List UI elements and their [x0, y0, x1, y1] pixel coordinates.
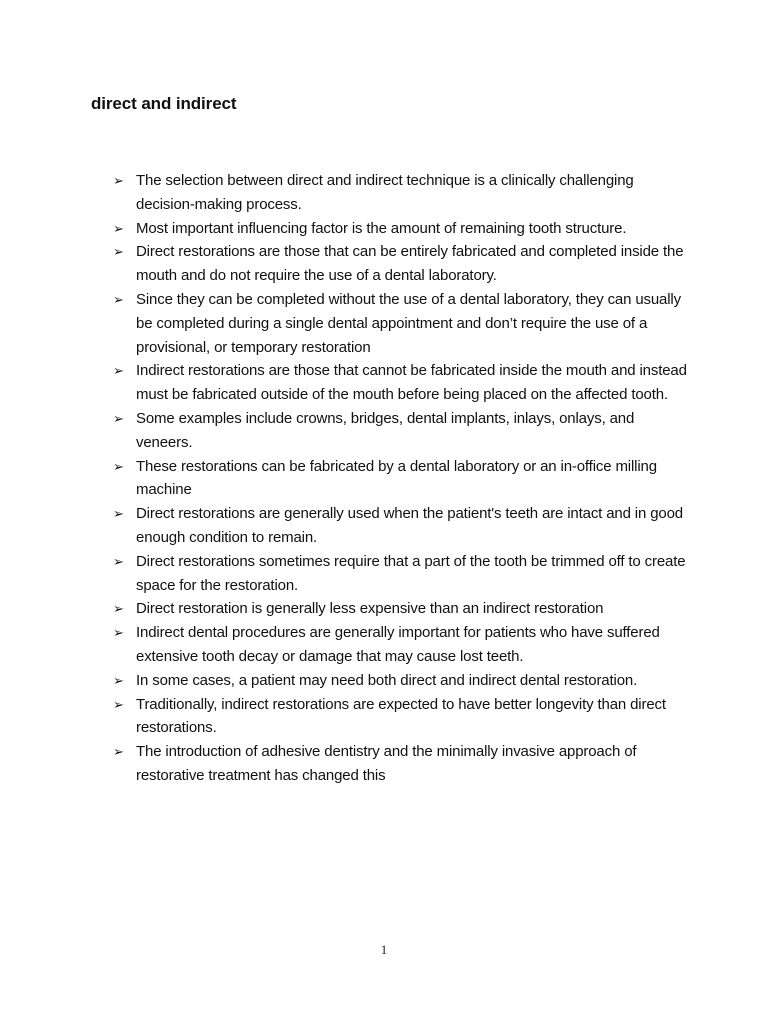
list-item-text: The selection between direct and indirect technique is a clinically challenging decision-making process. — [136, 172, 634, 213]
list-item-text: Direct restorations are generally used when the patient's teeth are intact and in good enough condition to remain. — [136, 505, 683, 546]
list-item-text: Since they can be completed without the use of a dental laboratory, they can usually be completed during a single dental appointment and don’t require the use of a provisional, or temporary restoration — [136, 290, 681, 356]
list-item — [113, 550, 693, 598]
list-item — [113, 359, 693, 407]
list-item-text: Direct restoration is generally less expensive than an indirect restoration — [136, 600, 604, 618]
list-item-text: Some examples include crowns, bridges, dental implants, inlays, onlays, and veneers. — [136, 409, 635, 451]
page-title: direct and indirect — [91, 94, 237, 113]
list-item — [113, 407, 693, 455]
list-item — [113, 288, 693, 359]
list-item-text: Indirect restorations are those that cannot be fabricated inside the mouth and instead must be fabricated outside of the mouth before being placed on the affected tooth. — [136, 362, 687, 404]
list-item — [113, 740, 693, 788]
arrow-bullet-icon: ➢ — [113, 410, 124, 426]
list-item — [113, 502, 693, 550]
list-item — [113, 240, 693, 288]
list-item — [113, 455, 693, 503]
arrow-bullet-icon: ➢ — [113, 291, 124, 307]
list-item-text: These restorations can be fabricated by a dental laboratory or an in-office milling machine — [136, 457, 657, 499]
arrow-bullet-icon: ➢ — [113, 506, 124, 522]
arrow-bullet-icon: ➢ — [113, 696, 124, 712]
arrow-bullet-icon: ➢ — [113, 601, 124, 617]
list-item — [113, 169, 693, 217]
list-item-text: Direct restorations sometimes require that a part of the tooth be trimmed off to create space for the restoration. — [136, 552, 686, 594]
arrow-bullet-icon: ➢ — [113, 672, 124, 688]
list-item — [113, 217, 693, 241]
arrow-bullet-icon: ➢ — [113, 458, 124, 474]
list-item — [113, 669, 693, 693]
arrow-bullet-icon: ➢ — [113, 553, 124, 569]
arrow-bullet-icon: ➢ — [113, 744, 124, 760]
arrow-bullet-icon: ➢ — [113, 363, 124, 379]
list-item — [113, 693, 693, 741]
arrow-bullet-icon: ➢ — [113, 625, 124, 641]
arrow-bullet-icon: ➢ — [113, 220, 124, 236]
list-item-text: Most important influencing factor is the amount of remaining tooth structure. — [136, 219, 627, 237]
arrow-bullet-icon: ➢ — [113, 244, 124, 260]
list-item-text: Traditionally, indirect restorations are expected to have better longevity than direct restorations. — [136, 695, 666, 737]
list-item — [113, 597, 693, 621]
page-number: 1 — [380, 942, 388, 957]
list-item-text: The introduction of adhesive dentistry and the minimally invasive approach of restorative treatment has changed this — [136, 743, 637, 784]
arrow-bullet-icon: ➢ — [113, 173, 124, 188]
list-item-text: Indirect dental procedures are generally important for patients who have suffered extensive tooth decay or damage that may cause lost teeth. — [136, 624, 660, 665]
list-item — [113, 621, 693, 669]
list-item-text: In some cases, a patient may need both direct and indirect dental restoration. — [136, 671, 638, 689]
list-item-text: Direct restorations are those that can be entirely fabricated and completed inside the mouth and do not require the use of a dental laboratory. — [136, 243, 684, 285]
bullet-list — [113, 169, 693, 788]
